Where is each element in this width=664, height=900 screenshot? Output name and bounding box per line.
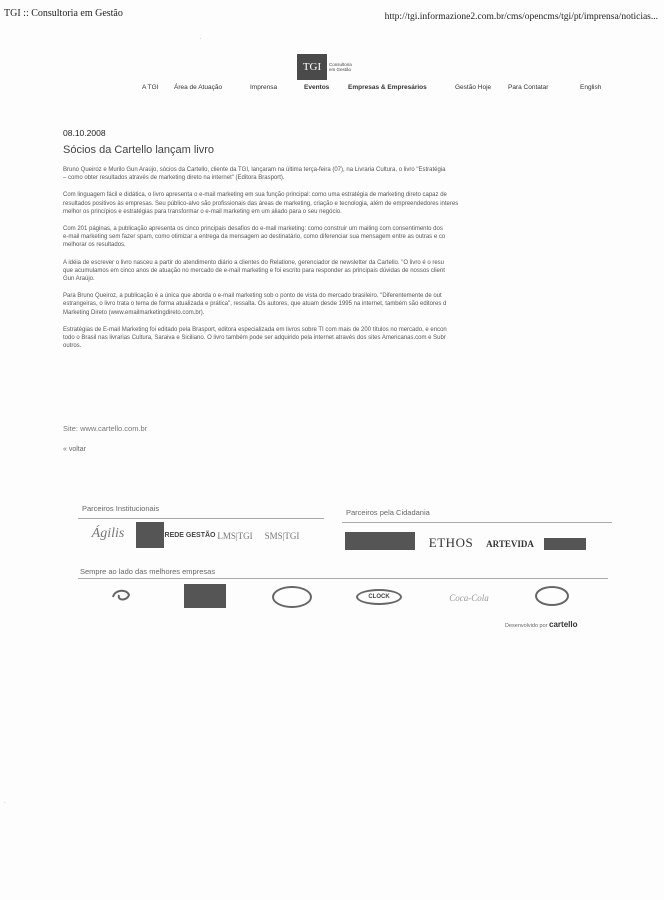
nav-item-eventos[interactable]: Eventos	[304, 84, 330, 91]
credit-brand: cartello	[549, 620, 578, 629]
paragraph-line: Com 201 páginas, a publicação apresenta os cinco principais desafios do e-mail marketing: como construir um mailing com consentimento dos	[63, 226, 443, 233]
partner-logo-akatu[interactable]	[345, 532, 415, 550]
article-paragraph	[63, 191, 614, 216]
citizenship-partners-label: Parceiros pela Cidadania	[346, 508, 430, 517]
paragraph-line: estrangeiras, o livro trata o tema de forma atualizada e prática", ressalta. Os autores, que atuam desde 1995 na internet, também são editores d	[63, 301, 447, 308]
partner-logo-sms-tgi[interactable]: SMS|TGI	[264, 531, 300, 541]
partner-logo-lms-tgi[interactable]: LMS|TGI	[217, 531, 253, 541]
paragraph-line: Bruno Queiroz e Murilo Gun Araújo, sócios da Cartello, cliente da TGI, lançaram na última terça-feira (07), na Livraria Cultura, o livro "Estratégia	[63, 167, 446, 173]
paragraph-line: resultados positivos às empresas. Seu público-alvo são profissionais das áreas de marketing, criação e tecnologia, além de empreendedores interes	[63, 200, 459, 207]
partner-logo-agilis[interactable]: Ágilis	[91, 526, 125, 541]
partner-logo-rede-gestao[interactable]: REDE GESTÃO	[164, 531, 216, 539]
article-paragraph	[63, 326, 614, 351]
nav-item-empresas[interactable]: Empresas & Empresários	[348, 84, 427, 91]
paragraph-line: Marketing Direto (www.emailmarketingdireto.com.br).	[63, 309, 205, 316]
paragraph-line: Com linguagem fácil e didática, o livro apresenta o e-mail marketing em sua função principal: como uma estratégia de marketing direto capaz de	[63, 192, 447, 199]
nav-item-para-contatar[interactable]: Para Contatar	[508, 84, 549, 91]
partner-logo-artevida[interactable]: ARTEVIDA	[486, 539, 534, 549]
paragraph-line: que acumulamos em cinco anos de atuação no mercado de e-mail marketing e foi escrito para responder as principais dúvidas de nossos client	[63, 267, 445, 274]
divider	[78, 518, 324, 519]
company-logo-3[interactable]	[272, 586, 312, 608]
partner-logo-citizenship-4[interactable]	[544, 538, 586, 550]
article-paragraph	[63, 292, 614, 317]
credit-prefix: Desenvolvido por	[505, 623, 548, 629]
main-nav	[0, 84, 664, 96]
nav-item-a-tgi[interactable]: A TGI	[142, 84, 159, 91]
paragraph-line: Gun Araújo.	[63, 276, 95, 283]
tgi-logo[interactable]	[297, 54, 355, 80]
print-page-url: http://tgi.informazione2.com.br/cms/opencms/tgi/pt/imprensa/noticias...	[384, 12, 658, 22]
swirl-emblem-icon	[109, 587, 133, 607]
companies-label: Sempre ao lado das melhores empresas	[80, 567, 216, 576]
article-site-link[interactable]: Site: www.cartello.com.br	[63, 424, 148, 433]
partner-logo-ethos[interactable]: ETHOS	[428, 535, 474, 550]
divider	[342, 522, 612, 523]
paragraph-line: melhor os princípios e estratégias para transformar o e-mail marketing em um aliado para o seu negócio.	[63, 208, 342, 215]
nav-item-imprensa[interactable]: Imprensa	[250, 84, 278, 91]
paragraph-line: A idéia de escrever o livro nasceu a partir do atendimento diário a clientes do Relatione, gerenciador de newsletter da Cartello. "O livro é o resu	[63, 259, 445, 266]
divider	[78, 578, 608, 579]
article-paragraph	[63, 166, 614, 182]
company-logo-2[interactable]	[184, 584, 226, 608]
article-headline: Sócios da Cartello lançam livro	[63, 144, 215, 156]
scan-speck: ·	[4, 800, 6, 806]
paragraph-line: Estratégias de E-mail Marketing foi editado pela Brasport, editora especializada em livros sobre TI com mais de 200 títulos no mercado, e encon	[63, 326, 447, 333]
news-article	[63, 128, 614, 350]
paragraph-line: e-mail marketing sem fazer spam, como otimizar a entrega da mensagem ao destinatário, como diferenciar sua mensagem entre as outras e co	[63, 234, 446, 241]
paragraph-line: melhorar os resultados.	[63, 242, 126, 249]
article-date: 08.10.2008	[63, 128, 106, 138]
logo-mark: TGI	[297, 54, 327, 80]
company-logo-1[interactable]	[108, 586, 134, 608]
paragraph-line: Para Bruno Queiroz, a publicação é a única que aborda o e-mail marketing sob o ponto de vista do mercado brasileiro. "Diferentemente de out	[63, 293, 442, 300]
nav-item-english[interactable]: English	[580, 84, 602, 91]
company-logo-6[interactable]	[535, 586, 569, 606]
article-paragraph	[63, 225, 614, 250]
paragraph-line: outros.	[63, 343, 82, 350]
logo-tagline: Consultoria em Gestão	[329, 62, 352, 72]
paragraph-line: – como obter resultados através de marketing direto na internet" (Editora Brasport).	[63, 175, 285, 182]
developer-credit[interactable]	[505, 620, 578, 629]
print-page-title: TGI :: Consultoria em Gestão	[4, 8, 123, 19]
company-logo-clock[interactable]: CLOCK	[356, 589, 402, 605]
institutional-partners-label: Parceiros Institucionais	[82, 504, 160, 513]
partner-logo-dark-emblem[interactable]	[136, 522, 164, 548]
paragraph-line: todo o Brasil nas livrarias Cultura, Saraiva e Siciliano. O livro também pode ser adquirido pela internet através dos sites Americanas.com e Subr	[63, 335, 446, 342]
print-header	[4, 8, 658, 24]
company-logo-coca-cola[interactable]: Coca-Cola	[449, 593, 489, 603]
back-link[interactable]: « voltar	[63, 446, 86, 453]
nav-item-area-atuacao[interactable]: Área de Atuação	[174, 84, 223, 91]
article-paragraph	[63, 259, 614, 284]
scan-speck: ·	[200, 36, 202, 42]
nav-item-gestao-hoje[interactable]: Gestão Hoje	[455, 84, 492, 91]
